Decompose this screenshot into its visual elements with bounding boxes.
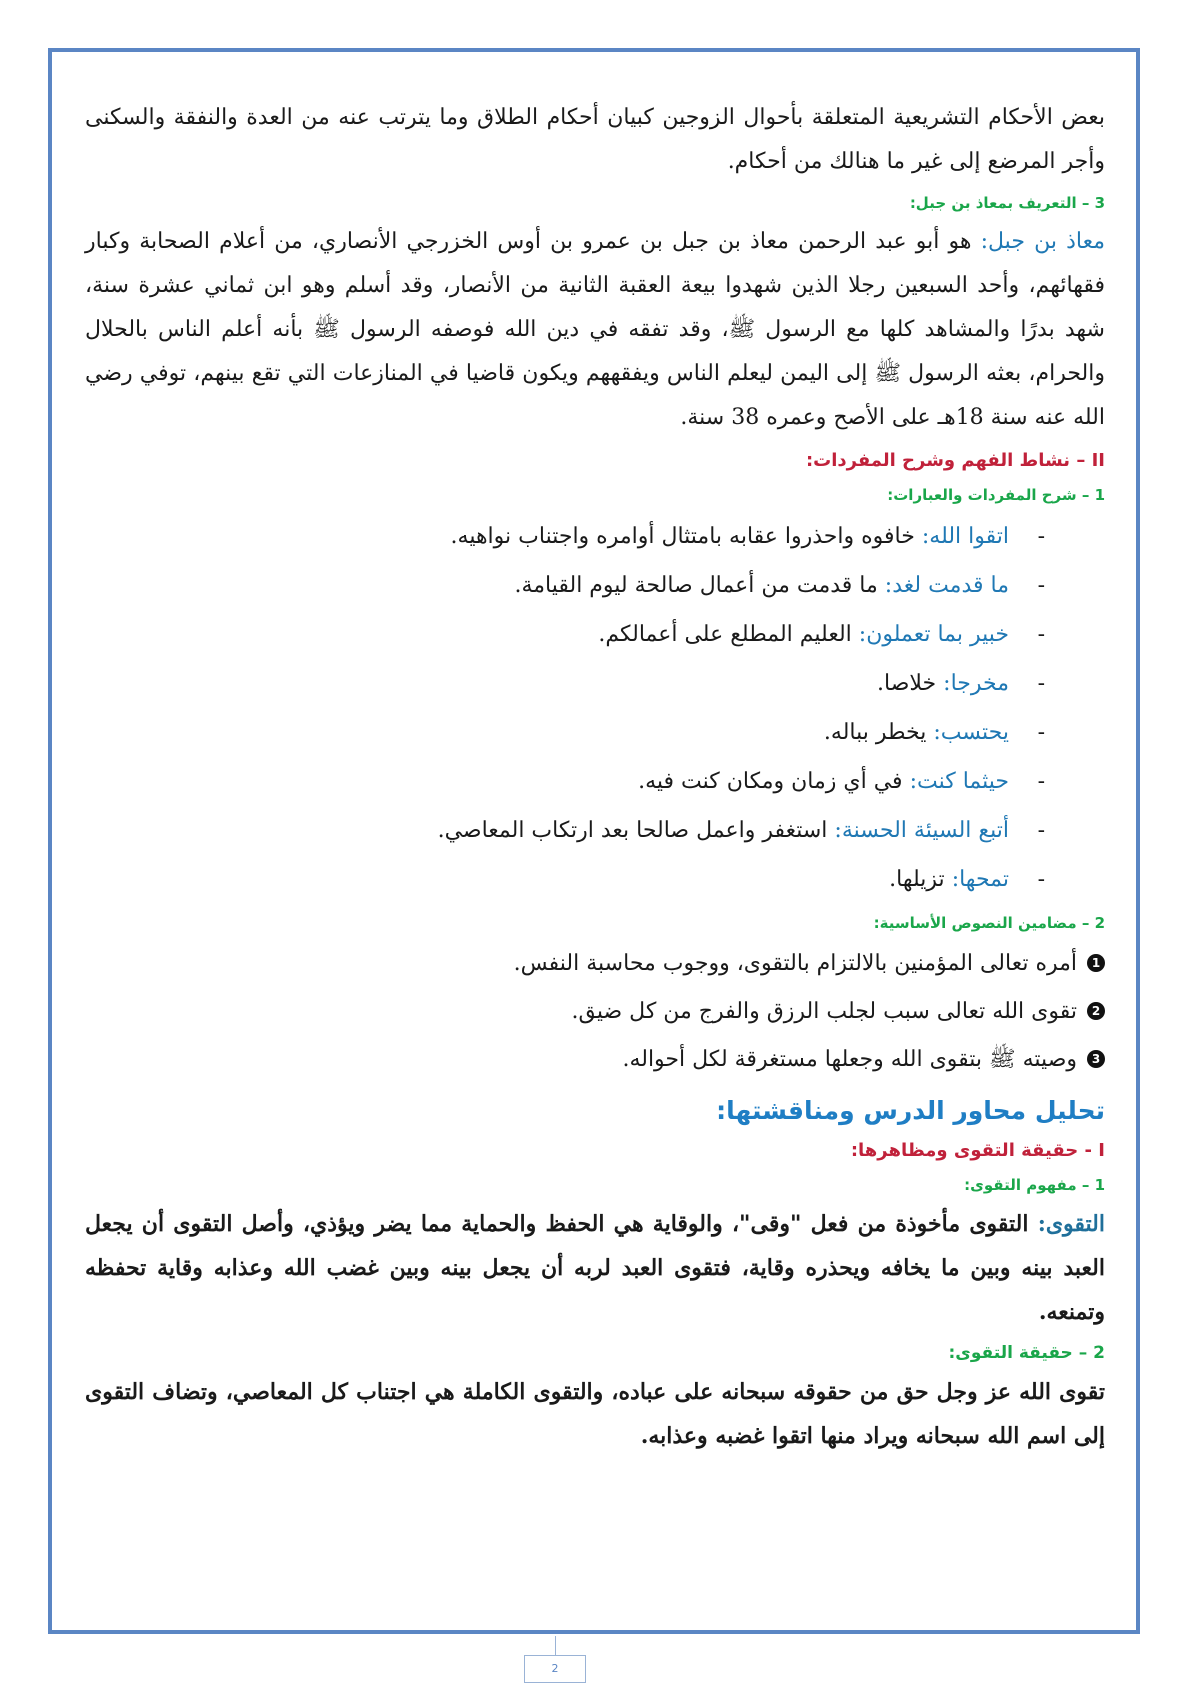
number-badge-icon: 3 xyxy=(1087,1050,1105,1068)
reality-paragraph: تقوى الله عز وجل حق من حقوقه سبحانه على عباده، والتقوى الكاملة هي اجتناب كل المعاصي، وتضاف التقوى إلى اسم الله سبحانه ويراد منها اتقوا غضبه وعذابه. xyxy=(85,1379,1105,1449)
theme-text: أمره تعالى المؤمنين بالالتزام بالتقوى، ووجوب محاسبة النفس. xyxy=(513,951,1077,976)
theme-text: تقوى الله تعالى سبب لجلب الرزق والفرج من كل ضيق. xyxy=(571,999,1077,1024)
vocab-def: ما قدمت من أعمال صالحة ليوم القيامة. xyxy=(514,573,878,598)
concept-term: التقوى: xyxy=(1037,1211,1105,1237)
theme-text: وصيته ﷺ بتقوى الله وجعلها مستغرقة لكل أحواله. xyxy=(622,1047,1077,1072)
vocab-term: اتقوا الله: xyxy=(921,524,1009,549)
section2-heading: II – نشاط الفهم وشرح المفردات: xyxy=(805,450,1105,471)
vocab-term: أتبع السيئة الحسنة: xyxy=(834,818,1009,843)
themes-list xyxy=(85,940,1105,1084)
vocab-item: - يحتسب: يخطر بباله. xyxy=(823,720,1045,745)
concept-text: التقوى مأخوذة من فعل "وقى"، والوقاية هي الحفظ والحماية مما يضر ويؤذي، وأصل التقوى أن يجعل العبد بينه وبين ما يخافه ويحذره وقاية، فتقوى العبد لربه أن يجعل بينه وبين غضب الله وعذابه وقاية تحفظه وتمنعه. xyxy=(85,1211,1105,1325)
vocab-def: استغفر واعمل صالحا بعد ارتكاب المعاصي. xyxy=(437,818,828,843)
vocab-item: - ما قدمت لغد: ما قدمت من أعمال صالحة ليوم القيامة. xyxy=(514,573,1045,598)
number-badge-icon: 2 xyxy=(1087,1002,1105,1020)
vocab-heading: 1 – شرح المفردات والعبارات: xyxy=(887,486,1105,504)
vocab-term: حيثما كنت: xyxy=(909,769,1009,794)
page-number-connector xyxy=(555,1636,556,1656)
vocab-term: خبير بما تعملون: xyxy=(858,622,1009,647)
vocab-def: خلاصا. xyxy=(877,671,937,696)
vocab-term: مخرجا: xyxy=(943,671,1009,696)
vocab-item: - خبير بما تعملون: العليم المطلع على أعمالكم. xyxy=(598,622,1045,647)
themes-heading: 2 – مضامين النصوص الأساسية: xyxy=(873,914,1105,932)
vocab-item: - اتقوا الله: خافوه واحذروا عقابه بامتثال أوامره واجتناب نواهيه. xyxy=(450,524,1045,549)
analysis-heading: تحليل محاور الدرس ومناقشتها: xyxy=(716,1096,1105,1125)
concept-heading: 1 – مفهوم التقوى: xyxy=(964,1176,1105,1194)
page-number: 2 xyxy=(524,1655,586,1683)
vocab-def: يخطر بباله. xyxy=(823,720,927,745)
muadh-term: معاذ بن جبل: xyxy=(980,229,1105,254)
vocab-def: تزيلها. xyxy=(889,867,945,892)
vocab-item: - حيثما كنت: في أي زمان ومكان كنت فيه. xyxy=(638,769,1045,794)
vocab-def: خافوه واحذروا عقابه بامتثال أوامره واجتناب نواهيه. xyxy=(450,524,915,549)
vocab-term: يحتسب: xyxy=(933,720,1009,745)
document-body xyxy=(85,96,1105,1458)
muadh-paragraph xyxy=(85,220,1105,440)
intro-paragraph: بعض الأحكام التشريعية المتعلقة بأحوال الزوجين كبيان أحكام الطلاق وما يترتب عنه من العدة والنفقة والسكنى وأجر المرضع إلى غير ما هنالك من أحكام. xyxy=(85,105,1105,174)
vocab-def: العليم المطلع على أعمالكم. xyxy=(598,622,852,647)
concept-paragraph xyxy=(85,1202,1105,1334)
vocab-list xyxy=(85,512,1105,904)
vocab-item: - أتبع السيئة الحسنة: استغفر واعمل صالحا بعد ارتكاب المعاصي. xyxy=(437,818,1045,843)
vocab-item: - مخرجا: خلاصا. xyxy=(877,671,1045,696)
theme-item xyxy=(85,988,1105,1036)
vocab-def: في أي زمان ومكان كنت فيه. xyxy=(638,769,903,794)
reality-heading: 2 – حقيقة التقوى: xyxy=(948,1343,1105,1363)
vocab-term: تمحها: xyxy=(951,867,1009,892)
vocab-term: ما قدمت لغد: xyxy=(884,573,1009,598)
analysis-subheading: I - حقيقة التقوى ومظاهرها: xyxy=(850,1140,1105,1161)
number-badge-icon: 1 xyxy=(1087,954,1105,972)
vocab-item: - تمحها: تزيلها. xyxy=(889,867,1045,892)
theme-item xyxy=(85,1036,1105,1084)
muadh-text: هو أبو عبد الرحمن معاذ بن جبل بن عمرو بن أوس الخزرجي الأنصاري، من أعلام الصحابة وكبار فقهائهم، وأحد السبعين رجلا الذين شهدوا بيعة العقبة الثانية من الأنصار، وقد أسلم وهو ابن ثماني عشرة سنة، شهد بدرًا والمشاهد كلها مع الرسول ﷺ، وقد تفقه في دين الله فوصفه الرسول ﷺ بأنه أعلم الناس بالحلال والحرام، بعثه الرسول ﷺ إلى اليمن ليعلم الناس ويفقههم ويكون قاضيا في المنازعات التي تقع بينهم، توفي رضي الله عنه سنة 18هـ على الأصح وعمره 38 سنة. xyxy=(85,229,1105,430)
theme-item xyxy=(85,940,1105,988)
muadh-heading: 3 – التعريف بمعاذ بن جبل: xyxy=(909,194,1105,212)
